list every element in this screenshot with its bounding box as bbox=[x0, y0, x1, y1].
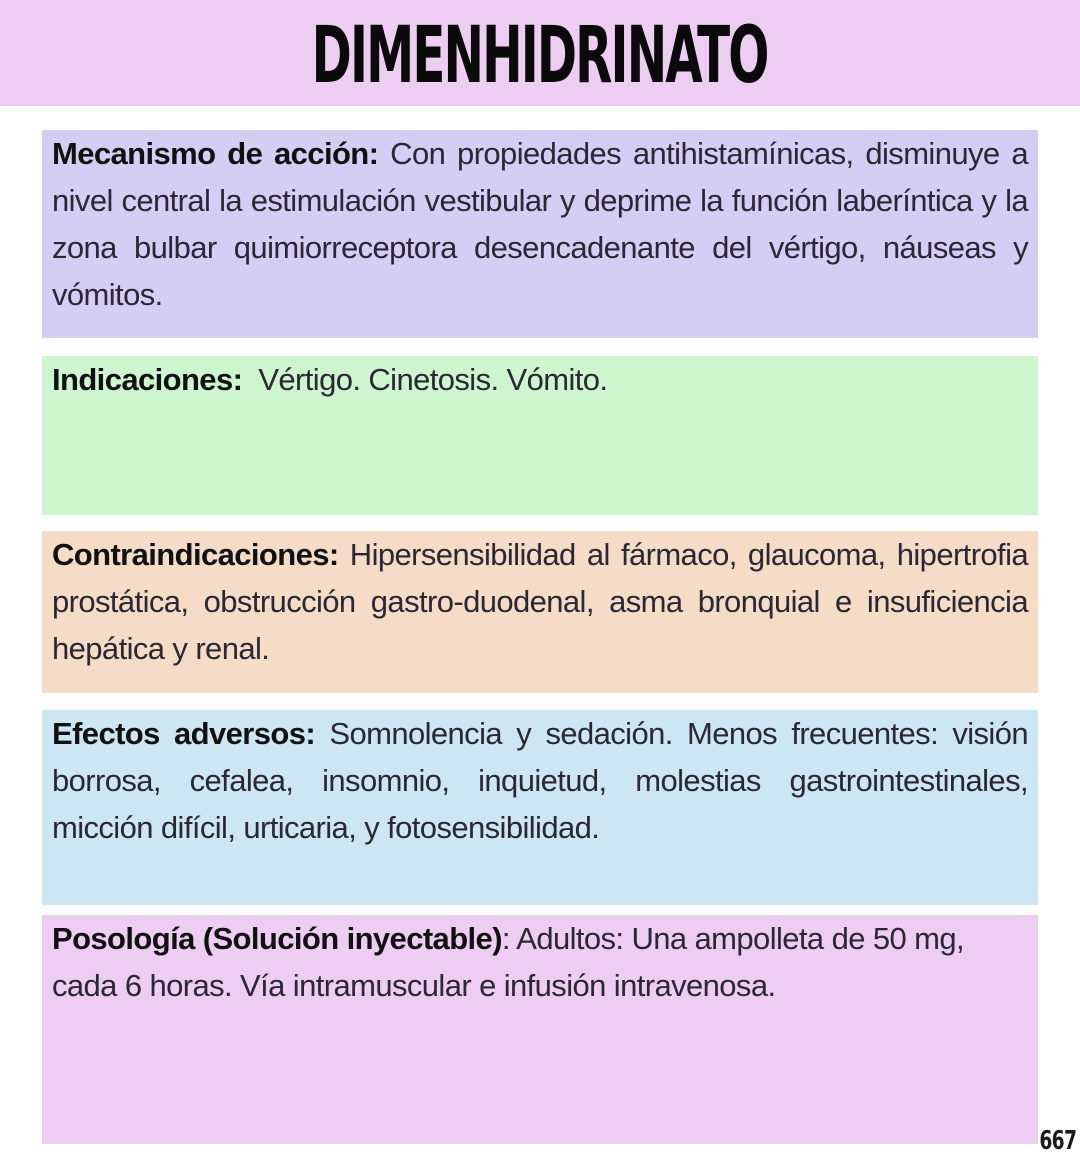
page-number: 667 bbox=[1039, 1126, 1076, 1156]
section-label: Efectos adversos: bbox=[52, 716, 316, 751]
page-title: DIMENHIDRINATO bbox=[312, 11, 768, 101]
title-banner bbox=[0, 0, 1080, 106]
section-paragraph bbox=[52, 915, 1028, 1009]
section-indicaciones bbox=[42, 356, 1038, 515]
section-paragraph bbox=[52, 710, 1028, 851]
section-posologia bbox=[42, 915, 1038, 1144]
section-text: Somnolencia y sedación. Menos frecuentes: visión borrosa, cefalea, insomnio, inquietud, molestias gastrointestinales, micción difícil, urticaria, y fotosensibilidad. bbox=[52, 716, 1029, 845]
section-label: Contraindicaciones: bbox=[52, 537, 339, 572]
section-label: Mecanismo de acción: bbox=[52, 136, 379, 171]
section-label: Indicaciones: bbox=[52, 362, 243, 397]
section-mecanismo-de-accion bbox=[42, 130, 1038, 338]
section-contraindicaciones bbox=[42, 531, 1038, 693]
section-text: Hipersensibilidad al fármaco, glaucoma, hipertrofia prostática, obstrucción gastro-duodenal, asma bronquial e insuficiencia hepática y renal. bbox=[52, 537, 1028, 666]
section-paragraph bbox=[52, 356, 1028, 403]
section-text: Vértigo. Cinetosis. Vómito. bbox=[258, 362, 608, 397]
section-efectos-adversos bbox=[42, 710, 1038, 905]
section-text: : Adultos: Una ampolleta de 50 mg, cada 6 horas. Vía intramuscular e infusión intravenosa. bbox=[52, 921, 965, 1003]
section-label: Posología (Solución inyectable) bbox=[52, 921, 502, 956]
section-paragraph bbox=[52, 130, 1028, 318]
section-text: Con propiedades antihistamínicas, disminuye a nivel central la estimulación vestibular y deprime la función laberíntica y la zona bulbar quimiorreceptora desencadenante del vértigo, náuseas y vómitos. bbox=[52, 136, 1028, 312]
section-paragraph bbox=[52, 531, 1028, 672]
